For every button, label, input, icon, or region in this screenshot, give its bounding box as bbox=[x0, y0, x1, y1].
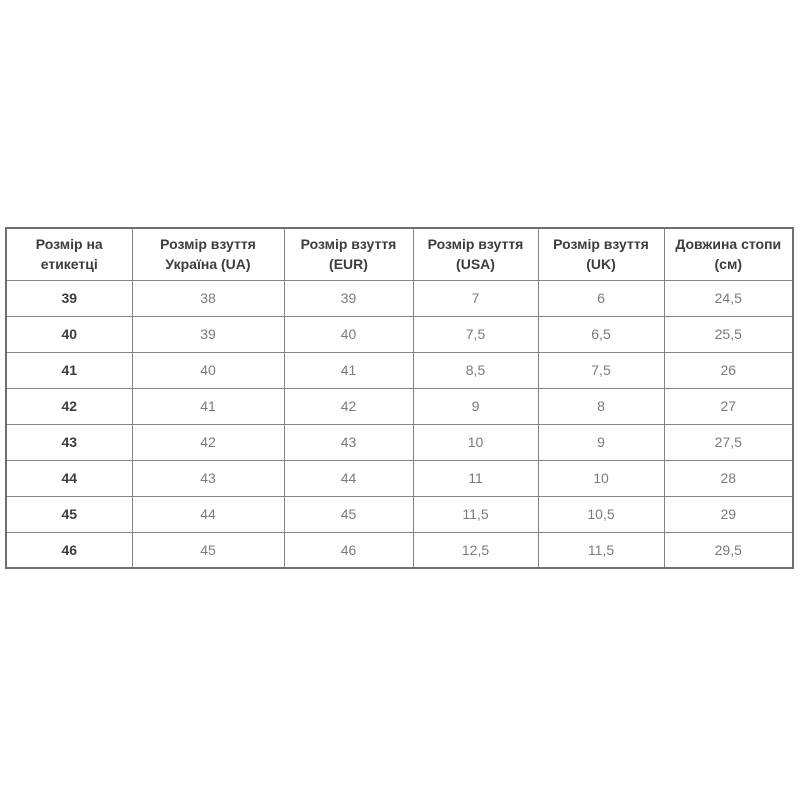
column-header-ua-size: Розмір взуття Україна (UA) bbox=[132, 228, 284, 280]
cell-value: 8 bbox=[538, 388, 664, 424]
cell-label-size: 39 bbox=[6, 280, 132, 316]
cell-value: 26 bbox=[664, 352, 793, 388]
cell-value: 24,5 bbox=[664, 280, 793, 316]
cell-value: 42 bbox=[284, 388, 413, 424]
cell-value: 44 bbox=[284, 460, 413, 496]
table-row bbox=[6, 388, 793, 424]
cell-value: 25,5 bbox=[664, 316, 793, 352]
cell-value: 27,5 bbox=[664, 424, 793, 460]
column-header-label-size: Розмір на етикетці bbox=[6, 228, 132, 280]
cell-value: 9 bbox=[538, 424, 664, 460]
cell-value: 11,5 bbox=[538, 532, 664, 568]
cell-value: 28 bbox=[664, 460, 793, 496]
cell-value: 40 bbox=[132, 352, 284, 388]
cell-value: 6 bbox=[538, 280, 664, 316]
cell-value: 29,5 bbox=[664, 532, 793, 568]
table-row bbox=[6, 460, 793, 496]
cell-value: 43 bbox=[284, 424, 413, 460]
table-row bbox=[6, 280, 793, 316]
cell-value: 42 bbox=[132, 424, 284, 460]
cell-label-size: 45 bbox=[6, 496, 132, 532]
cell-label-size: 42 bbox=[6, 388, 132, 424]
shoe-size-conversion-table bbox=[5, 227, 794, 569]
cell-value: 11 bbox=[413, 460, 538, 496]
cell-value: 39 bbox=[284, 280, 413, 316]
column-header-foot-length: Довжина стопи (см) bbox=[664, 228, 793, 280]
cell-value: 46 bbox=[284, 532, 413, 568]
cell-value: 12,5 bbox=[413, 532, 538, 568]
table-header-row bbox=[6, 228, 793, 280]
cell-label-size: 43 bbox=[6, 424, 132, 460]
cell-label-size: 44 bbox=[6, 460, 132, 496]
column-header-usa-size: Розмір взуття (USA) bbox=[413, 228, 538, 280]
cell-value: 39 bbox=[132, 316, 284, 352]
cell-value: 6,5 bbox=[538, 316, 664, 352]
cell-label-size: 40 bbox=[6, 316, 132, 352]
cell-value: 11,5 bbox=[413, 496, 538, 532]
cell-value: 41 bbox=[284, 352, 413, 388]
cell-value: 7,5 bbox=[538, 352, 664, 388]
table-row bbox=[6, 424, 793, 460]
cell-value: 27 bbox=[664, 388, 793, 424]
cell-value: 10 bbox=[413, 424, 538, 460]
cell-value: 29 bbox=[664, 496, 793, 532]
table-row bbox=[6, 316, 793, 352]
table-row bbox=[6, 496, 793, 532]
cell-value: 40 bbox=[284, 316, 413, 352]
cell-value: 38 bbox=[132, 280, 284, 316]
cell-value: 10 bbox=[538, 460, 664, 496]
cell-value: 44 bbox=[132, 496, 284, 532]
column-header-eur-size: Розмір взуття (EUR) bbox=[284, 228, 413, 280]
cell-label-size: 46 bbox=[6, 532, 132, 568]
cell-value: 43 bbox=[132, 460, 284, 496]
table-body bbox=[6, 280, 793, 568]
table-row bbox=[6, 352, 793, 388]
column-header-uk-size: Розмір взуття (UK) bbox=[538, 228, 664, 280]
table-row bbox=[6, 532, 793, 568]
cell-value: 41 bbox=[132, 388, 284, 424]
cell-value: 9 bbox=[413, 388, 538, 424]
cell-value: 45 bbox=[284, 496, 413, 532]
cell-label-size: 41 bbox=[6, 352, 132, 388]
cell-value: 10,5 bbox=[538, 496, 664, 532]
cell-value: 7,5 bbox=[413, 316, 538, 352]
cell-value: 8,5 bbox=[413, 352, 538, 388]
cell-value: 45 bbox=[132, 532, 284, 568]
cell-value: 7 bbox=[413, 280, 538, 316]
